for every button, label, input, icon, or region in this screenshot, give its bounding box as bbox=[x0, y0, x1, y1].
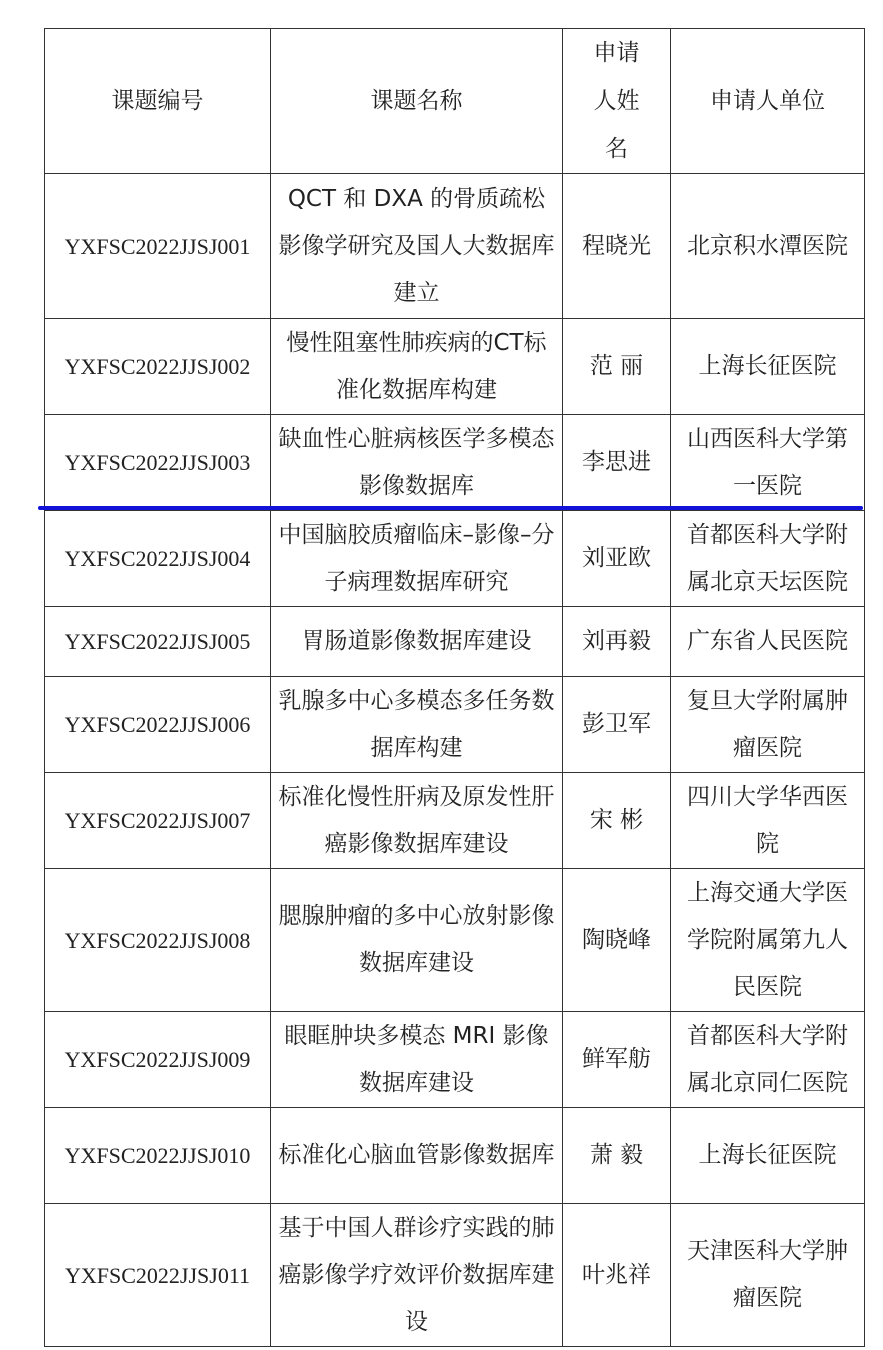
row-name: 彭卫军 bbox=[563, 677, 671, 773]
row-unit: 广东省人民医院 bbox=[671, 607, 865, 677]
row-title: 慢性阻塞性肺疾病的CT标准化数据库构建 bbox=[271, 319, 563, 415]
table-row bbox=[45, 1012, 865, 1108]
row-code: YXFSC2022JJSJ007 bbox=[45, 773, 271, 869]
row-title: 腮腺肿瘤的多中心放射影像数据库建设 bbox=[271, 869, 563, 1012]
row-title: 胃肠道影像数据库建设 bbox=[271, 607, 563, 677]
row-code: YXFSC2022JJSJ010 bbox=[45, 1108, 271, 1204]
row-title: 标准化慢性肝病及原发性肝癌影像数据库建设 bbox=[271, 773, 563, 869]
row-name: 鲜军舫 bbox=[563, 1012, 671, 1108]
table-row bbox=[45, 607, 865, 677]
row-name: 陶晓峰 bbox=[563, 869, 671, 1012]
row-unit: 天津医科大学肿瘤医院 bbox=[671, 1204, 865, 1347]
row-unit: 首都医科大学附属北京同仁医院 bbox=[671, 1012, 865, 1108]
row-name: 刘再毅 bbox=[563, 607, 671, 677]
row-title: 眼眶肿块多模态 MRI 影像数据库建设 bbox=[271, 1012, 563, 1108]
row-name: 程晓光 bbox=[563, 174, 671, 319]
row-code: YXFSC2022JJSJ003 bbox=[45, 415, 271, 511]
table-row bbox=[45, 319, 865, 415]
row-title: 乳腺多中心多模态多任务数据库构建 bbox=[271, 677, 563, 773]
row-name: 宋 彬 bbox=[563, 773, 671, 869]
row-unit: 四川大学华西医院 bbox=[671, 773, 865, 869]
table-row bbox=[45, 1204, 865, 1347]
table-row bbox=[45, 415, 865, 511]
row-name: 叶兆祥 bbox=[563, 1204, 671, 1347]
row-name: 李思进 bbox=[563, 415, 671, 511]
row-title: 标准化心脑血管影像数据库 bbox=[271, 1108, 563, 1204]
header-applicant-name: 申请人姓名 bbox=[563, 29, 671, 174]
row-name: 范 丽 bbox=[563, 319, 671, 415]
row-code: YXFSC2022JJSJ009 bbox=[45, 1012, 271, 1108]
project-table bbox=[44, 28, 865, 1347]
table-row bbox=[45, 773, 865, 869]
row-title: 基于中国人群诊疗实践的肺癌影像学疗效评价数据库建设 bbox=[271, 1204, 563, 1347]
row-code: YXFSC2022JJSJ008 bbox=[45, 869, 271, 1012]
table-row bbox=[45, 174, 865, 319]
row-code: YXFSC2022JJSJ011 bbox=[45, 1204, 271, 1347]
row-title: 缺血性心脏病核医学多模态影像数据库 bbox=[271, 415, 563, 511]
table-row bbox=[45, 1108, 865, 1204]
row-title: QCT 和 DXA 的骨质疏松影像学研究及国人大数据库建立 bbox=[271, 174, 563, 319]
row-unit: 北京积水潭医院 bbox=[671, 174, 865, 319]
row-unit: 上海交通大学医学院附属第九人民医院 bbox=[671, 869, 865, 1012]
row-name: 刘亚欧 bbox=[563, 511, 671, 607]
header-applicant-unit: 申请人单位 bbox=[671, 29, 865, 174]
row-unit: 复旦大学附属肿瘤医院 bbox=[671, 677, 865, 773]
project-table-container bbox=[44, 28, 864, 1347]
header-title: 课题名称 bbox=[271, 29, 563, 174]
row-unit: 山西医科大学第一医院 bbox=[671, 415, 865, 511]
table-row bbox=[45, 511, 865, 607]
row-code: YXFSC2022JJSJ002 bbox=[45, 319, 271, 415]
header-code: 课题编号 bbox=[45, 29, 271, 174]
row-code: YXFSC2022JJSJ005 bbox=[45, 607, 271, 677]
table-row bbox=[45, 869, 865, 1012]
header-row bbox=[45, 29, 865, 174]
row-code: YXFSC2022JJSJ001 bbox=[45, 174, 271, 319]
row-unit: 上海长征医院 bbox=[671, 1108, 865, 1204]
row-title: 中国脑胶质瘤临床–影像–分子病理数据库研究 bbox=[271, 511, 563, 607]
row-code: YXFSC2022JJSJ004 bbox=[45, 511, 271, 607]
table-row bbox=[45, 677, 865, 773]
row-unit: 首都医科大学附属北京天坛医院 bbox=[671, 511, 865, 607]
row-unit: 上海长征医院 bbox=[671, 319, 865, 415]
row-name: 萧 毅 bbox=[563, 1108, 671, 1204]
row-code: YXFSC2022JJSJ006 bbox=[45, 677, 271, 773]
blue-underline-mark bbox=[38, 506, 863, 510]
